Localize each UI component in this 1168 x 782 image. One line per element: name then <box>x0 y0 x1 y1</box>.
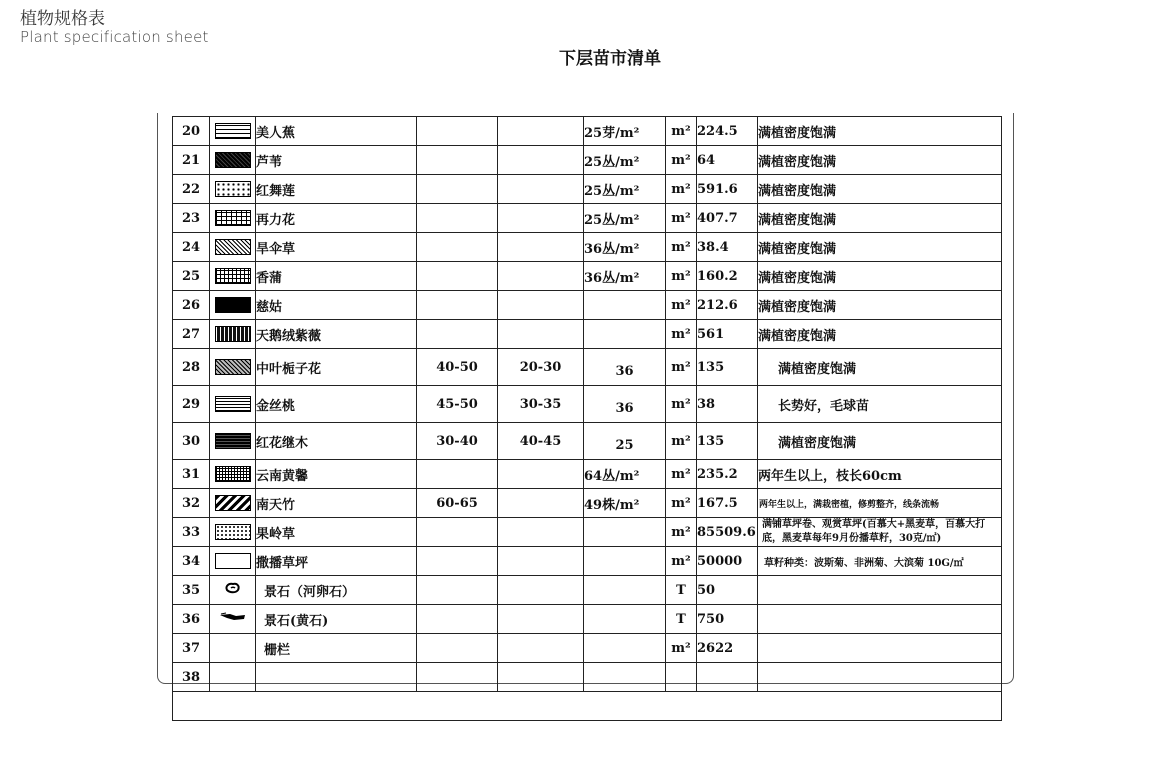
plant-name: 香蒲 <box>256 262 417 291</box>
quantity-cell: 64 <box>697 146 758 175</box>
crown-cell <box>498 576 584 605</box>
note-cell: 满铺草坪卷、观赏草坪(百慕大+黑麦草，百慕大打底，黑麦草每年9月份播草籽，30克/㎡) <box>758 518 1002 547</box>
row-number: 27 <box>173 320 210 349</box>
note-cell: 满植密度饱满 <box>758 146 1002 175</box>
unit-cell: m² <box>666 175 697 204</box>
dark-crosshatch-pattern-icon <box>215 152 251 168</box>
row-number: 36 <box>173 605 210 634</box>
height-cell <box>417 547 498 576</box>
unit-cell: m² <box>666 423 697 460</box>
height-cell <box>417 663 498 692</box>
table-row <box>173 605 1002 634</box>
table-row <box>173 489 1002 518</box>
crown-cell <box>498 291 584 320</box>
density-cell: 25丛/m² <box>584 146 666 175</box>
note-cell: 两年生以上，枝长60cm <box>758 460 1002 489</box>
grey-hatch-pattern-icon <box>215 359 251 375</box>
unit-cell: m² <box>666 204 697 233</box>
density-cell: 64丛/m² <box>584 460 666 489</box>
table-row <box>173 349 1002 386</box>
unit-cell: m² <box>666 117 697 146</box>
grid-pattern-icon <box>215 268 251 284</box>
plant-name: 再力花 <box>256 204 417 233</box>
table-row <box>173 460 1002 489</box>
note-cell: 满植密度饱满 <box>758 291 1002 320</box>
table-row <box>173 663 1002 692</box>
note-cell: 满植密度饱满 <box>758 175 1002 204</box>
density-cell: 36丛/m² <box>584 262 666 291</box>
height-cell <box>417 262 498 291</box>
quantity-cell: 407.7 <box>697 204 758 233</box>
plant-name: 中叶栀子花 <box>256 349 417 386</box>
height-cell: 45-50 <box>417 386 498 423</box>
crown-cell <box>498 634 584 663</box>
dark-grid-pattern-icon <box>215 326 251 342</box>
quantity-cell: 224.5 <box>697 117 758 146</box>
speckle-pattern-icon <box>215 524 251 540</box>
density-cell <box>584 320 666 349</box>
quantity-cell: 50000 <box>697 547 758 576</box>
plant-name: 红花继木 <box>256 423 417 460</box>
height-cell <box>417 460 498 489</box>
height-cell <box>417 233 498 262</box>
density-cell <box>584 291 666 320</box>
crown-cell <box>498 262 584 291</box>
unit-cell: m² <box>666 547 697 576</box>
plant-name: 美人蕉 <box>256 117 417 146</box>
note-cell: 满植密度饱满 <box>758 117 1002 146</box>
note-cell: 满植密度饱满 <box>758 204 1002 233</box>
row-number: 29 <box>173 386 210 423</box>
density-cell: 25芽/m² <box>584 117 666 146</box>
height-cell <box>417 320 498 349</box>
table-row <box>173 634 1002 663</box>
height-cell <box>417 117 498 146</box>
crown-cell <box>498 175 584 204</box>
unit-cell <box>666 663 697 692</box>
table-row <box>173 262 1002 291</box>
crown-cell <box>498 489 584 518</box>
crown-cell <box>498 460 584 489</box>
plant-name: 金丝桃 <box>256 386 417 423</box>
note-cell <box>758 663 1002 692</box>
plant-name: 栅栏 <box>256 634 417 663</box>
height-cell: 30-40 <box>417 423 498 460</box>
unit-cell: m² <box>666 489 697 518</box>
crown-cell <box>498 146 584 175</box>
blank-pattern-icon <box>215 553 251 569</box>
row-number: 30 <box>173 423 210 460</box>
unit-cell: m² <box>666 291 697 320</box>
quantity-cell: 561 <box>697 320 758 349</box>
plant-name: 撒播草坪 <box>256 547 417 576</box>
unit-cell: m² <box>666 386 697 423</box>
row-number: 35 <box>173 576 210 605</box>
crown-cell <box>498 233 584 262</box>
row-number: 26 <box>173 291 210 320</box>
table-row <box>173 291 1002 320</box>
pebble-stone-icon <box>223 580 243 596</box>
unit-cell: m² <box>666 634 697 663</box>
quantity-cell: 135 <box>697 349 758 386</box>
row-number: 31 <box>173 460 210 489</box>
symbol-cell <box>210 663 256 692</box>
quantity-cell: 167.5 <box>697 489 758 518</box>
note-cell: 满植密度饱满 <box>758 320 1002 349</box>
plant-name: 芦苇 <box>256 146 417 175</box>
plant-name: 景石(黄石) <box>256 605 417 634</box>
height-cell: 40-50 <box>417 349 498 386</box>
table-row <box>173 233 1002 262</box>
height-cell <box>417 204 498 233</box>
note-cell: 满植密度饱满 <box>758 349 1002 386</box>
height-cell: 60-65 <box>417 489 498 518</box>
brick-pattern-icon <box>215 210 251 226</box>
unit-cell: m² <box>666 262 697 291</box>
table-row <box>173 547 1002 576</box>
density-cell <box>584 518 666 547</box>
black-fill-pattern-icon <box>215 297 251 313</box>
row-number: 34 <box>173 547 210 576</box>
table-footer-row <box>173 692 1002 721</box>
row-number: 32 <box>173 489 210 518</box>
density-cell <box>584 605 666 634</box>
density-cell <box>584 547 666 576</box>
unit-cell: T <box>666 576 697 605</box>
plant-name: 慈姑 <box>256 291 417 320</box>
quantity-cell: 38 <box>697 386 758 423</box>
height-cell <box>417 146 498 175</box>
note-cell <box>758 634 1002 663</box>
table-row <box>173 423 1002 460</box>
quantity-cell: 85509.6 <box>697 518 758 547</box>
sheet-title-en: Plant specification sheet <box>20 28 209 46</box>
table-row <box>173 175 1002 204</box>
dense-black-pattern-icon <box>215 433 251 449</box>
table-row <box>173 576 1002 605</box>
note-cell: 长势好，毛球苗 <box>758 386 1002 423</box>
row-number: 33 <box>173 518 210 547</box>
plant-name: 红舞莲 <box>256 175 417 204</box>
plant-name: 旱伞草 <box>256 233 417 262</box>
table-row <box>173 518 1002 547</box>
row-number: 37 <box>173 634 210 663</box>
unit-cell: m² <box>666 349 697 386</box>
unit-cell: m² <box>666 460 697 489</box>
density-cell: 36 <box>584 386 666 423</box>
quantity-cell <box>697 663 758 692</box>
quantity-cell: 750 <box>697 605 758 634</box>
note-cell: 满植密度饱满 <box>758 262 1002 291</box>
checker-pattern-icon <box>215 466 251 482</box>
symbol-cell <box>210 634 256 663</box>
density-cell: 25丛/m² <box>584 204 666 233</box>
row-number: 28 <box>173 349 210 386</box>
plant-name: 云南黄馨 <box>256 460 417 489</box>
table-title: 下层苗市清单 <box>559 49 661 69</box>
height-cell <box>417 518 498 547</box>
row-number: 22 <box>173 175 210 204</box>
quantity-cell: 50 <box>697 576 758 605</box>
quantity-cell: 38.4 <box>697 233 758 262</box>
crown-cell <box>498 547 584 576</box>
sheet-title-cn: 植物规格表 <box>20 9 105 29</box>
plant-name: 果岭草 <box>256 518 417 547</box>
unit-cell: T <box>666 605 697 634</box>
quantity-cell: 235.2 <box>697 460 758 489</box>
unit-cell: m² <box>666 320 697 349</box>
density-cell: 25丛/m² <box>584 175 666 204</box>
plant-name <box>256 663 417 692</box>
table-row <box>173 204 1002 233</box>
footer-cell <box>173 692 1002 721</box>
crown-cell <box>498 204 584 233</box>
note-cell <box>758 605 1002 634</box>
density-cell <box>584 663 666 692</box>
density-cell: 25 <box>584 423 666 460</box>
crown-cell <box>498 117 584 146</box>
yellow-stone-icon <box>218 611 248 623</box>
quantity-cell: 212.6 <box>697 291 758 320</box>
dash-dot-pattern-icon <box>215 181 251 197</box>
density-cell: 36丛/m² <box>584 233 666 262</box>
crown-cell <box>498 518 584 547</box>
row-number: 25 <box>173 262 210 291</box>
height-cell <box>417 605 498 634</box>
row-number: 21 <box>173 146 210 175</box>
table-row <box>173 117 1002 146</box>
plant-table <box>172 116 1002 721</box>
height-cell <box>417 634 498 663</box>
table-row <box>173 146 1002 175</box>
row-number: 23 <box>173 204 210 233</box>
fine-crosshatch-pattern-icon <box>215 239 251 255</box>
horizontal-lines-pattern-icon <box>215 123 251 139</box>
crown-cell <box>498 605 584 634</box>
diagonal-hatch-pattern-icon <box>215 495 251 511</box>
crown-cell: 20-30 <box>498 349 584 386</box>
crown-cell <box>498 320 584 349</box>
crown-cell: 30-35 <box>498 386 584 423</box>
note-cell: 满植密度饱满 <box>758 423 1002 460</box>
height-cell <box>417 175 498 204</box>
plant-name: 景石（河卵石） <box>256 576 417 605</box>
horizontal-fine-pattern-icon <box>215 396 251 412</box>
crown-cell: 40-45 <box>498 423 584 460</box>
quantity-cell: 2622 <box>697 634 758 663</box>
plant-name: 天鹅绒紫薇 <box>256 320 417 349</box>
table-row <box>173 320 1002 349</box>
note-cell: 草籽种类：波斯菊、非洲菊、大滨菊 10G/㎡ <box>758 547 1002 576</box>
density-cell: 49株/m² <box>584 489 666 518</box>
quantity-cell: 135 <box>697 423 758 460</box>
unit-cell: m² <box>666 146 697 175</box>
note-cell: 两年生以上，满栽密植，修剪整齐，线条流畅 <box>758 489 1002 518</box>
quantity-cell: 160.2 <box>697 262 758 291</box>
crown-cell <box>498 663 584 692</box>
unit-cell: m² <box>666 518 697 547</box>
density-cell <box>584 576 666 605</box>
note-cell <box>758 576 1002 605</box>
plant-name: 南天竹 <box>256 489 417 518</box>
row-number: 24 <box>173 233 210 262</box>
row-number: 38 <box>173 663 210 692</box>
density-cell <box>584 634 666 663</box>
quantity-cell: 591.6 <box>697 175 758 204</box>
density-cell: 36 <box>584 349 666 386</box>
height-cell <box>417 291 498 320</box>
note-cell: 满植密度饱满 <box>758 233 1002 262</box>
unit-cell: m² <box>666 233 697 262</box>
height-cell <box>417 576 498 605</box>
table-row <box>173 386 1002 423</box>
row-number: 20 <box>173 117 210 146</box>
